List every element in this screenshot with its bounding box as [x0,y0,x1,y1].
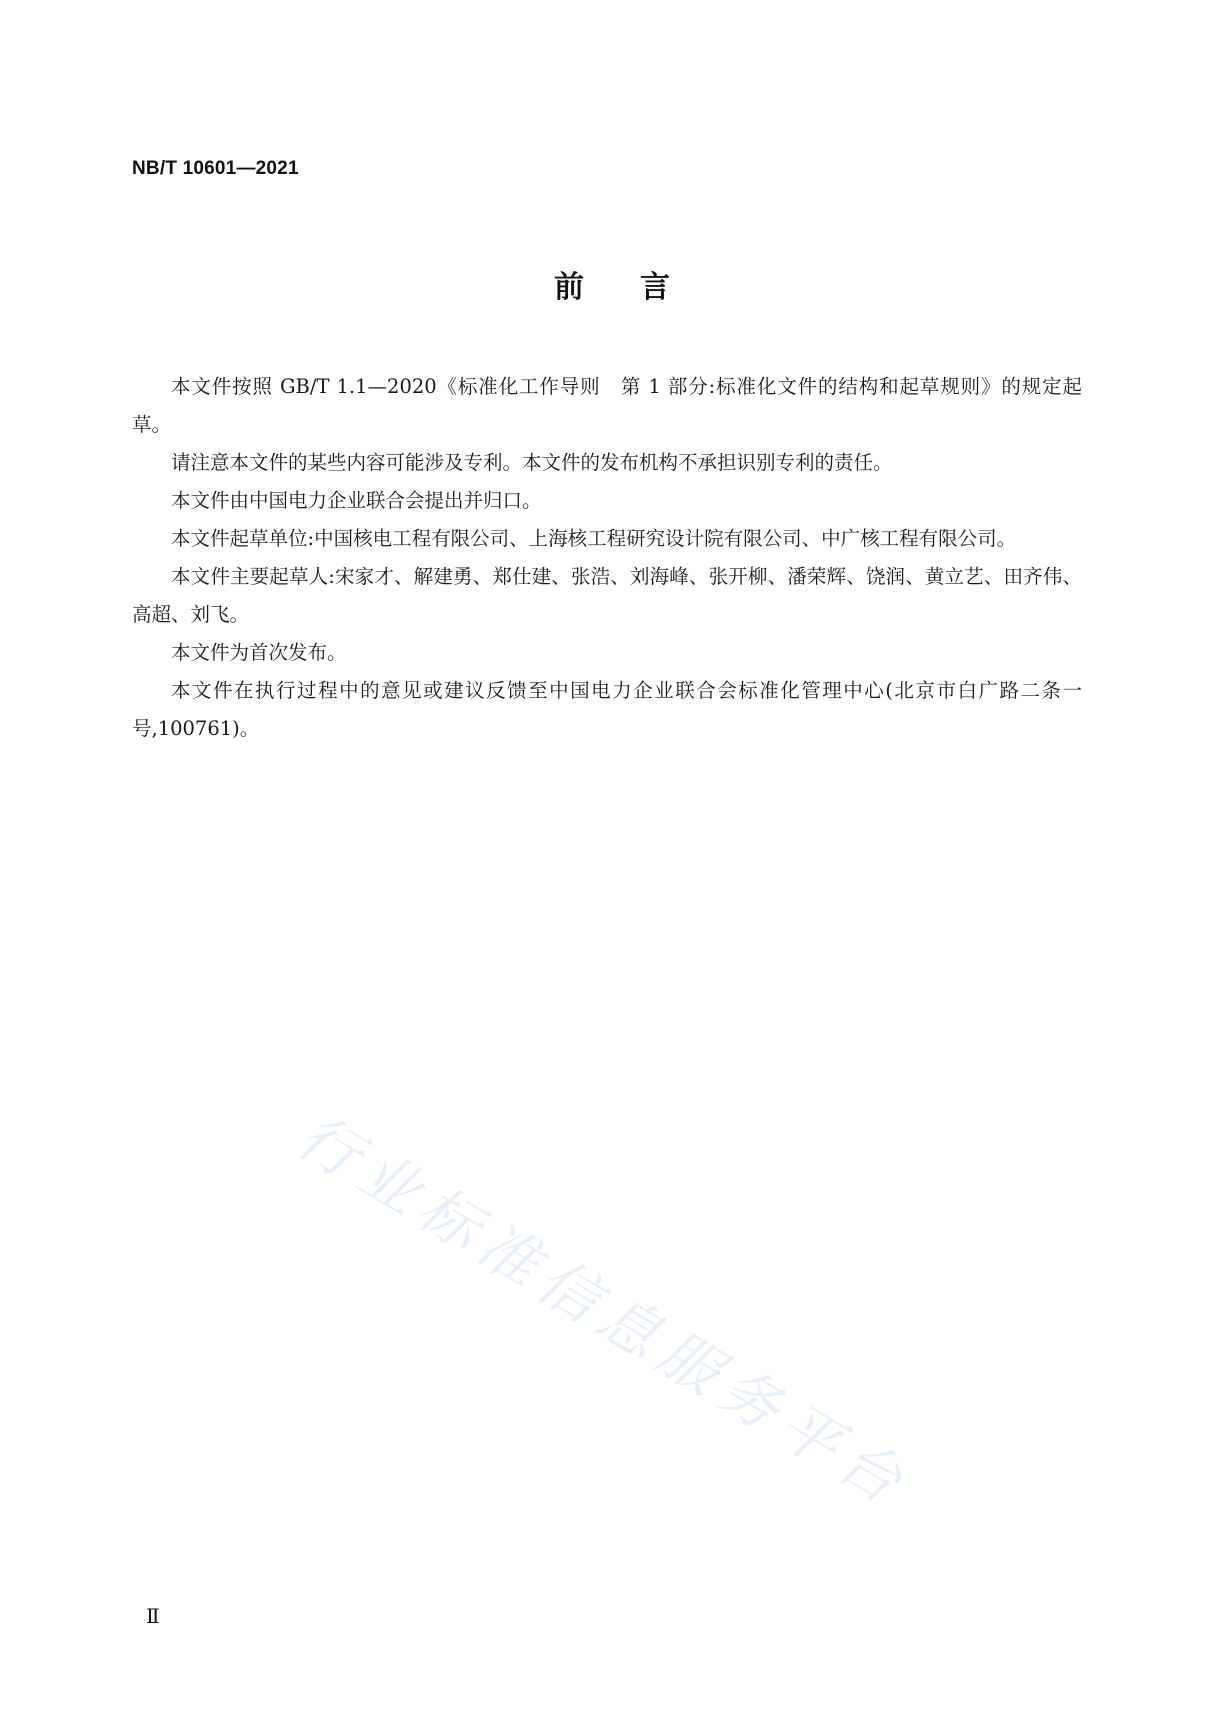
paragraph-proposer: 本文件由中国电力企业联合会提出并归口。 [171,489,542,512]
foreword-body [132,368,1082,748]
paragraph-feedback: 本文件在执行过程中的意见或建议反馈至中国电力企业联合会标准化管理中心(北京市白广路二条一号,100761)。 [132,679,1082,740]
document-code: NB/T 10601—2021 [132,158,299,179]
page-number: Ⅱ [146,1604,160,1628]
page-title: 前言 [554,270,726,305]
watermark: 行业标准信息服务平台 [285,1101,922,1522]
paragraph-patent-notice: 请注意本文件的某些内容可能涉及专利。本文件的发布机构不承担识别专利的责任。 [171,451,893,474]
paragraph-drafting-rules: 本文件按照 GB/T 1.1—2020《标准化工作导则 第 1 部分:标准化文件的结构和起草规则》的规定起草。 [132,375,1082,436]
paragraph-drafting-units: 本文件起草单位:中国核电工程有限公司、上海核工程研究设计院有限公司、中广核工程有限公司。 [171,527,1017,550]
paragraph-drafters: 本文件主要起草人:宋家才、解建勇、郑仕建、张浩、刘海峰、张开柳、潘荣辉、饶润、黄立艺、田齐伟、高超、刘飞。 [132,565,1082,626]
paragraph-first-release: 本文件为首次发布。 [171,641,347,664]
